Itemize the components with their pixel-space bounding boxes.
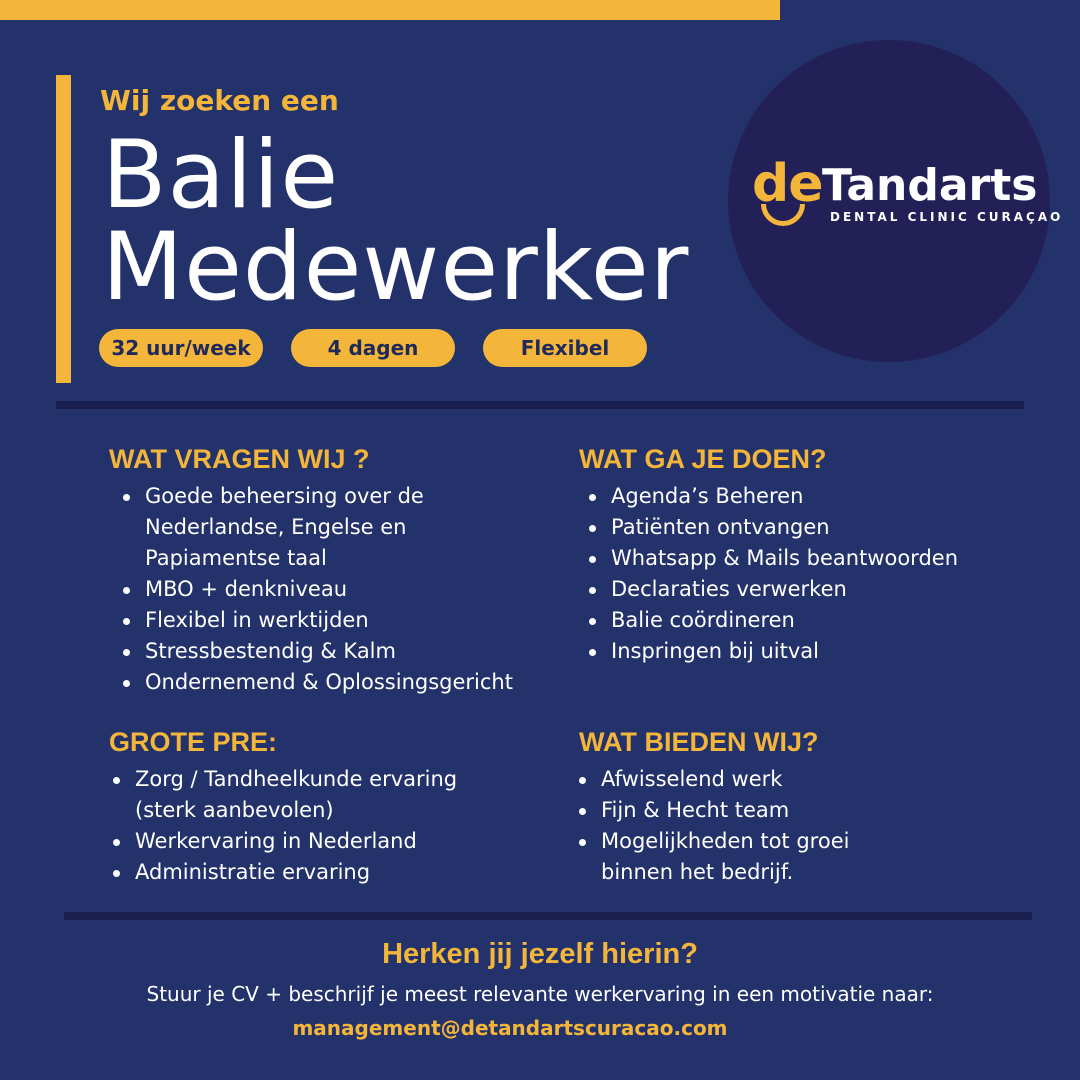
divider-bottom <box>64 912 1032 920</box>
list-item: Declaraties verwerken <box>611 574 1019 605</box>
logo-name: Tandarts <box>822 160 1038 211</box>
list-item: Patiënten ontvangen <box>611 512 1019 543</box>
list-item: Balie coördineren <box>611 605 1019 636</box>
section-heading: WAT BIEDEN WIJ? <box>579 727 819 757</box>
tag-hours: 32 uur/week <box>99 329 263 367</box>
list-item: Fijn & Hecht team <box>601 795 1019 826</box>
job-title <box>102 121 690 322</box>
tag-days: 4 dagen <box>291 329 455 367</box>
logo-prefix: de <box>752 154 823 214</box>
job-title-line2: Medewerker <box>102 213 690 322</box>
list-item: Ondernemend & Oplossingsgericht <box>145 667 539 698</box>
eyebrow-text: Wij zoeken een <box>100 84 339 117</box>
list-item: Afwisselend werk <box>601 764 1019 795</box>
list-item: Zorg / Tandheelkunde ervaring (sterk aanbevolen) <box>135 764 465 826</box>
list-item: Werkervaring in Nederland <box>135 826 539 857</box>
top-accent-bar <box>0 0 780 20</box>
list-item: Whatsapp & Mails beantwoorden <box>611 543 1019 574</box>
section-heading: WAT VRAGEN WIJ ? <box>109 444 370 474</box>
contact-email-link[interactable]: management@detandartscuracao.com <box>292 1016 728 1040</box>
section-wat-ga-je-doen <box>579 444 1019 667</box>
job-title-line1: Balie <box>102 121 340 230</box>
section-grote-pre <box>109 727 539 888</box>
list-item: Mogelijkheden tot groei binnen het bedrijf. <box>601 826 921 888</box>
cta-heading: Herken jij jezelf hierin? <box>382 938 698 970</box>
logo-subtitle: DENTAL CLINIC CURAÇAO <box>830 210 1064 224</box>
list-item: Stressbestendig & Kalm <box>145 636 539 667</box>
section-heading: GROTE PRE: <box>109 727 278 757</box>
plus-list <box>109 764 539 888</box>
tasks-list <box>579 481 1019 667</box>
list-item: Administratie ervaring <box>135 857 539 888</box>
list-item: Inspringen bij uitval <box>611 636 1019 667</box>
list-item: Agenda’s Beheren <box>611 481 1019 512</box>
offer-list <box>579 764 1019 888</box>
tag-flexible: Flexibel <box>483 329 647 367</box>
list-item: Flexibel in werktijden <box>145 605 539 636</box>
list-item: MBO + denkniveau <box>145 574 539 605</box>
section-wat-bieden-wij <box>579 727 1019 888</box>
section-heading: WAT GA JE DOEN? <box>579 444 827 474</box>
list-item: Goede beheersing over de Nederlandse, Engelse en Papiamentse taal <box>145 481 435 574</box>
cta-text: Stuur je CV + beschrijf je meest relevante werkervaring in een motivatie naar: <box>146 982 934 1006</box>
requirements-list <box>109 481 539 698</box>
vertical-accent-bar <box>56 75 71 383</box>
divider-top <box>56 401 1024 409</box>
section-wat-vragen-wij <box>109 444 539 698</box>
